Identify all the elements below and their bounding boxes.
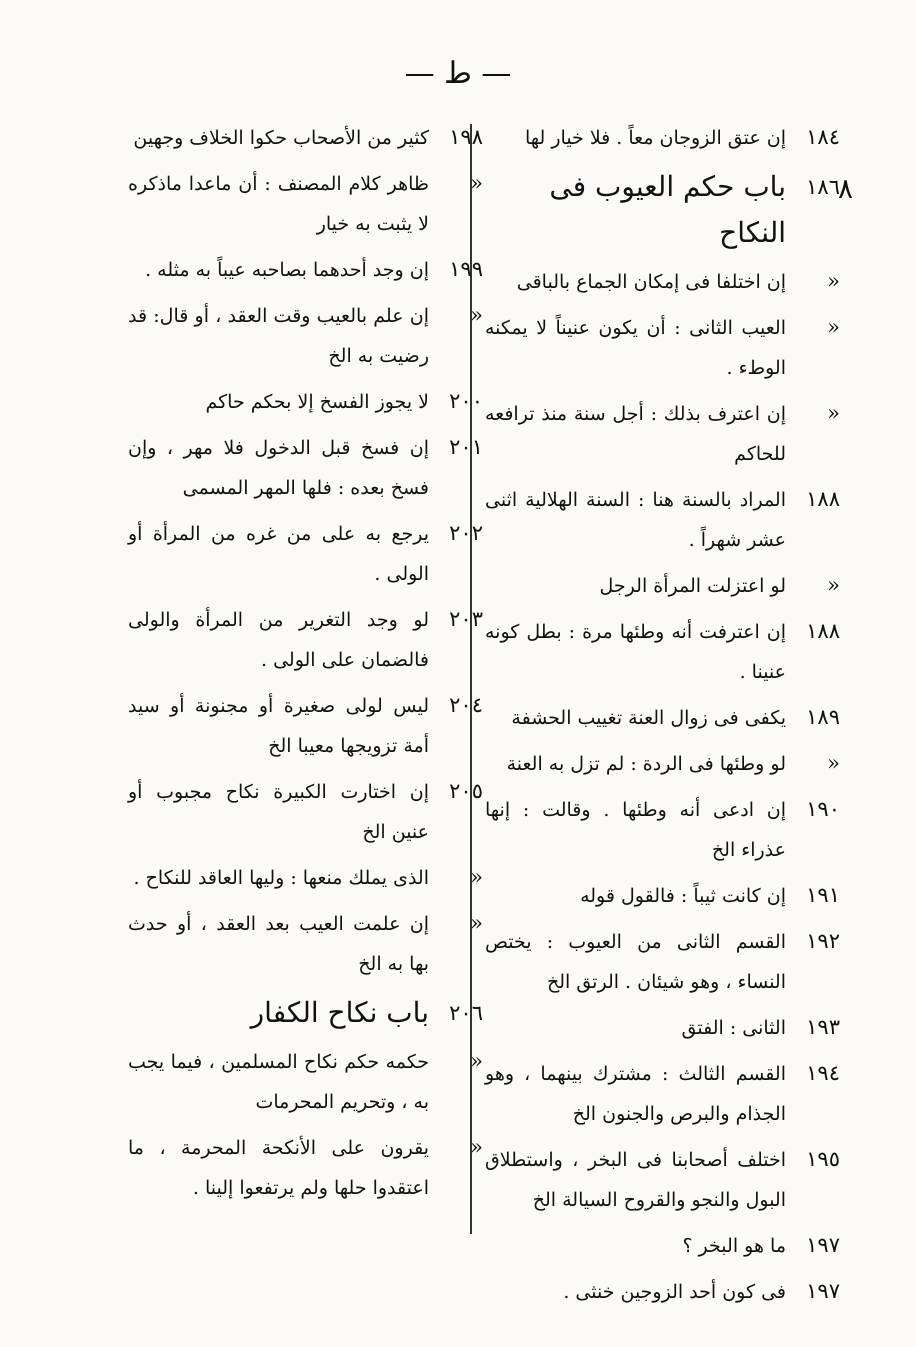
entry-page-number: ١٨٤	[806, 125, 840, 149]
entry-page-number: ١٩٧	[806, 1279, 840, 1303]
index-entry	[485, 1226, 840, 1266]
entry-page-number: «	[470, 303, 483, 327]
entry-page-number: ٢٠١	[449, 435, 483, 459]
index-entry	[485, 1054, 840, 1134]
index-entry	[128, 1128, 483, 1208]
entry-text: الذى يملك منعها : وليها العاقد للنكاح .	[133, 867, 429, 889]
index-entry	[128, 686, 483, 766]
entry-page-number: ١٩٢	[806, 929, 840, 953]
entry-page-number: ٢٠٦	[449, 1001, 483, 1025]
index-entry	[128, 772, 483, 852]
entry-page-number: ١٩٠	[806, 797, 840, 821]
entry-text: حكمه حكم نكاح المسلمين ، فيما يجب به ، وتحريم المحرمات	[128, 1051, 429, 1113]
index-entry	[485, 612, 840, 692]
entry-text: كثير من الأصحاب حكوا الخلاف وجهين	[133, 127, 429, 149]
entry-page-number: ٢٠٣	[449, 607, 483, 631]
index-entry	[485, 1008, 840, 1048]
entry-text: إن عتق الزوجان معاً . فلا خيار لها	[524, 127, 786, 149]
entry-text: إن علمت العيب بعد العقد ، أو حدث بها به الخ	[128, 913, 429, 975]
entry-text: إن ادعى أنه وطئها . وقالت : إنها عذراء الخ	[485, 799, 786, 861]
entry-page-number: ١٩٧	[806, 1233, 840, 1257]
entry-text: إن اعترفت أنه وطئها مرة : بطل كونه عنينا .	[485, 621, 786, 683]
entry-page-number: «	[827, 573, 840, 597]
index-entry	[128, 118, 483, 158]
index-entry	[128, 428, 483, 508]
entry-text: ظاهر كلام المصنف : أن ماعدا ماذكره لا يثبت به خيار	[128, 173, 429, 235]
entry-text: القسم الثانى من العيوب : يختص النساء ، وهو شيئان . الرتق الخ	[485, 931, 786, 993]
entry-page-number: ١٨٨	[806, 487, 840, 511]
index-entry	[128, 296, 483, 376]
entry-page-number: «	[827, 315, 840, 339]
index-entry	[485, 744, 840, 784]
entry-text: إن فسخ قبل الدخول فلا مهر ، وإن فسخ بعده : فلها المهر المسمى	[128, 437, 429, 499]
entry-page-number: ١٩٩	[449, 257, 483, 281]
index-entry	[128, 250, 483, 290]
index-entry	[485, 118, 840, 158]
entry-text: الثانى : الفتق	[681, 1017, 786, 1039]
entry-text: ليس لولى صغيرة أو مجنونة أو سيد أمة تزويجها معيبا الخ	[128, 695, 429, 757]
index-entry	[128, 600, 483, 680]
entry-page-number: ١٩١	[806, 883, 840, 907]
page-header: — ط —	[404, 56, 512, 91]
index-entry	[128, 1042, 483, 1122]
entry-page-number: ١٨٦	[806, 175, 840, 199]
entry-text: إن اختلفا فى إمكان الجماع بالباقى	[516, 271, 786, 293]
entry-text: لو وجد التغرير من المرأة والولى فالضمان على الولى .	[128, 609, 429, 671]
index-entry	[485, 790, 840, 870]
entry-text: لو اعتزلت المرأة الرجل	[599, 575, 786, 597]
entry-text: لا يجوز الفسخ إلا بحكم حاكم	[205, 391, 429, 413]
entry-page-number: ١٨٨	[806, 619, 840, 643]
index-entry	[128, 858, 483, 898]
section-heading	[485, 164, 840, 256]
entry-page-number: «	[827, 401, 840, 425]
index-entry	[485, 922, 840, 1002]
entry-page-number: ٢٠٥	[449, 779, 483, 803]
section-heading	[128, 990, 483, 1036]
entry-text: باب نكاح الكفار	[250, 996, 429, 1029]
index-entry	[128, 164, 483, 244]
entry-text: إن اختارت الكبيرة نكاح مجبوب أو عنين الخ	[128, 781, 429, 843]
entry-text: يقرون على الأنكحة المحرمة ، ما اعتقدوا حلها ولم يرتفعوا إلينا .	[128, 1137, 429, 1199]
index-entry	[485, 394, 840, 474]
entry-page-number: «	[470, 1049, 483, 1073]
entry-text: ما هو البخر ؟	[682, 1235, 786, 1257]
entry-page-number: ٢٠٢	[449, 521, 483, 545]
entry-text: المراد بالسنة هنا : السنة الهلالية اثنى عشر شهراً .	[485, 489, 786, 551]
entry-text: إن اعترف بذلك : أجل سنة منذ ترافعه للحاكم	[485, 403, 786, 465]
entry-text: إن كانت ثيباً : فالقول قوله	[580, 885, 786, 907]
entry-page-number: ١٩٨	[449, 125, 483, 149]
index-entry	[128, 904, 483, 984]
index-entry	[485, 480, 840, 560]
index-entry	[485, 1140, 840, 1220]
index-entry	[128, 382, 483, 422]
index-entry	[485, 262, 840, 302]
entry-page-number: ١٩٣	[806, 1015, 840, 1039]
entry-text: باب حكم العيوب فى النكاح	[549, 170, 786, 249]
margin-mark: ٨	[838, 172, 854, 205]
entry-text: إن علم بالعيب وقت العقد ، أو قال: قد رضيت به الخ	[128, 305, 429, 367]
index-entry	[485, 566, 840, 606]
index-entry	[128, 514, 483, 594]
entry-text: يرجع به على من غره من المرأة أو الولى .	[128, 523, 429, 585]
entry-page-number: ١٩٥	[806, 1147, 840, 1171]
entry-text: اختلف أصحابنا فى البخر ، واستطلاق البول والنجو والقروح السيالة الخ	[485, 1149, 786, 1211]
entry-page-number: «	[470, 911, 483, 935]
entry-page-number: ١٨٩	[806, 705, 840, 729]
entry-text: إن وجد أحدهما بصاحبه عيباً به مثله .	[145, 259, 429, 281]
entry-page-number: «	[827, 751, 840, 775]
entry-text: فى كون أحد الزوجين خنثى .	[563, 1281, 786, 1303]
index-entry	[485, 308, 840, 388]
entry-text: القسم الثالث : مشترك بينهما ، وهو الجذام والبرص والجنون الخ	[485, 1063, 786, 1125]
entry-page-number: «	[470, 171, 483, 195]
left-column	[128, 118, 483, 1214]
right-column	[485, 118, 840, 1318]
index-entry	[485, 698, 840, 738]
entry-text: لو وطئها فى الردة : لم تزل به العنة	[506, 753, 786, 775]
entry-text: يكفى فى زوال العنة تغييب الحشفة	[511, 707, 786, 729]
entry-page-number: «	[827, 269, 840, 293]
entry-page-number: ١٩٤	[806, 1061, 840, 1085]
index-entry	[485, 876, 840, 916]
entry-page-number: «	[470, 1135, 483, 1159]
entry-text: العيب الثانى : أن يكون عنيناً لا يمكنه الوطء .	[485, 317, 786, 379]
entry-page-number: «	[470, 865, 483, 889]
index-entry	[485, 1272, 840, 1312]
entry-page-number: ٢٠٠	[449, 389, 483, 413]
entry-page-number: ٢٠٤	[449, 693, 483, 717]
